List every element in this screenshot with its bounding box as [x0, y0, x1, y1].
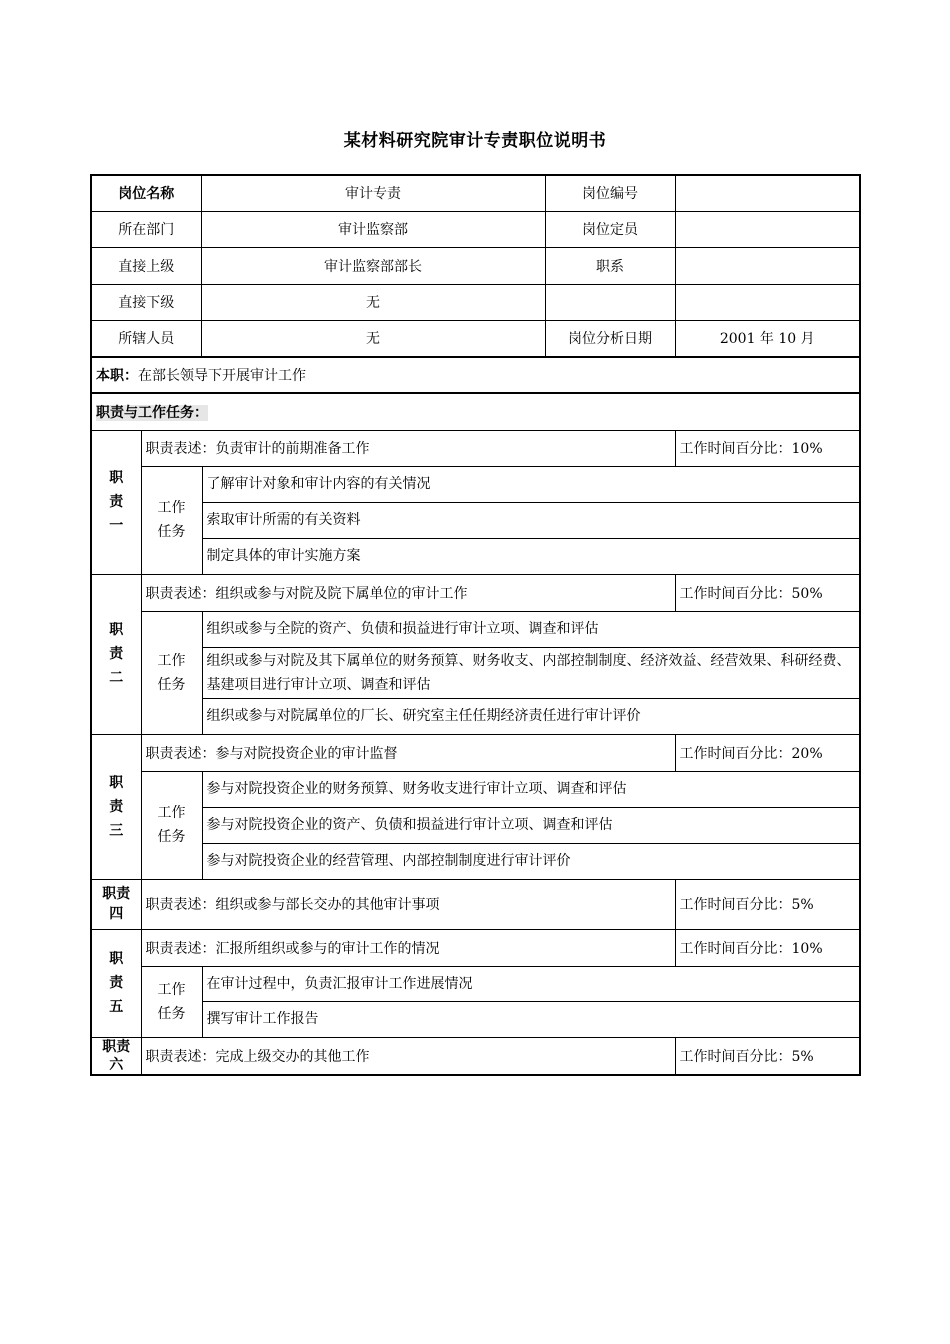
duty-row [91, 357, 860, 393]
resp-3-task-3: 参与对院投资企业的经营管理、内部控制制度进行审计评价 [202, 843, 860, 879]
superior-label: 直接上级 [91, 247, 201, 284]
resp-3-pct: 工作时间百分比：20% [675, 734, 860, 771]
resp-3-task-2: 参与对院投资企业的资产、负债和损益进行审计立项、调查和评估 [202, 807, 860, 843]
empty-cell [545, 284, 675, 320]
resp-1-task-2: 索取审计所需的有关资料 [202, 502, 860, 538]
resp-1-heading: 职 责 一 [91, 430, 141, 574]
resp-2-pct: 工作时间百分比：50% [675, 574, 860, 611]
duty-text: 在部长领导下开展审计工作 [138, 368, 306, 384]
resp-5-task-label: 工作 任务 [141, 966, 202, 1037]
empty-cell [675, 284, 860, 320]
resp-1-desc: 职责表述：负责审计的前期准备工作 [141, 430, 675, 466]
resp-5-heading: 职 责 五 [91, 929, 141, 1037]
resp-4-pct: 工作时间百分比：5% [675, 879, 860, 929]
resp-2-task-3: 组织或参与对院属单位的厂长、研究室主任任期经济责任进行审计评价 [202, 698, 860, 734]
resp-2-desc: 职责表述：组织或参与对院及院下属单位的审计工作 [141, 574, 675, 611]
date-label: 岗位分析日期 [545, 320, 675, 357]
duty-label: 本职： [96, 368, 138, 384]
dept-label: 所在部门 [91, 211, 201, 247]
resp-5-desc: 职责表述：汇报所组织或参与的审计工作的情况 [141, 929, 675, 966]
quota-label: 岗位定员 [545, 211, 675, 247]
resp-6-heading: 职责 六 [91, 1037, 141, 1075]
resp-6-desc: 职责表述：完成上级交办的其他工作 [141, 1037, 675, 1075]
code-value [675, 175, 860, 211]
resp-1-pct: 工作时间百分比：10% [675, 430, 860, 466]
resp-5-pct: 工作时间百分比：10% [675, 929, 860, 966]
staff-label: 所辖人员 [91, 320, 201, 357]
resp-3-desc: 职责表述：参与对院投资企业的审计监督 [141, 734, 675, 771]
resp-4-desc: 职责表述：组织或参与部长交办的其他审计事项 [141, 879, 675, 929]
subordinate-value: 无 [201, 284, 545, 320]
resp-2-task-2: 组织或参与对院及其下属单位的财务预算、财务收支、内部控制制度、经济效益、经营效果、科研经费、基建项目进行审计立项、调查和评估 [202, 647, 860, 698]
resp-6-pct: 工作时间百分比：5% [675, 1037, 860, 1075]
name-label: 岗位名称 [91, 175, 201, 211]
resp-1-task-3: 制定具体的审计实施方案 [202, 538, 860, 574]
resp-3-task-1: 参与对院投资企业的财务预算、财务收支进行审计立项、调查和评估 [202, 771, 860, 807]
resp-2-heading: 职 责 二 [91, 574, 141, 734]
section-header [91, 393, 860, 430]
resp-2-task-1: 组织或参与全院的资产、负债和损益进行审计立项、调查和评估 [202, 611, 860, 647]
name-value: 审计专责 [201, 175, 545, 211]
superior-value: 审计监察部部长 [201, 247, 545, 284]
dept-value: 审计监察部 [201, 211, 545, 247]
date-value: 2001 年 10 月 [675, 320, 860, 357]
staff-value: 无 [201, 320, 545, 357]
document-title: 某材料研究院审计专责职位说明书 [343, 131, 607, 151]
job-description-table [90, 174, 860, 1076]
resp-5-task-1: 在审计过程中，负责汇报审计工作进展情况 [202, 966, 860, 1001]
resp-1-task-label: 工作 任务 [141, 466, 202, 574]
series-label: 职系 [545, 247, 675, 284]
resp-2-task-label: 工作 任务 [141, 611, 202, 734]
series-value [675, 247, 860, 284]
subordinate-label: 直接下级 [91, 284, 201, 320]
quota-value [675, 211, 860, 247]
resp-3-heading: 职 责 三 [91, 734, 141, 879]
code-label: 岗位编号 [545, 175, 675, 211]
resp-3-task-label: 工作 任务 [141, 771, 202, 879]
resp-1-task-1: 了解审计对象和审计内容的有关情况 [202, 466, 860, 502]
resp-5-task-2: 撰写审计工作报告 [202, 1001, 860, 1037]
section-label: 职责与工作任务： [96, 404, 208, 421]
resp-4-heading: 职责 四 [91, 879, 141, 929]
